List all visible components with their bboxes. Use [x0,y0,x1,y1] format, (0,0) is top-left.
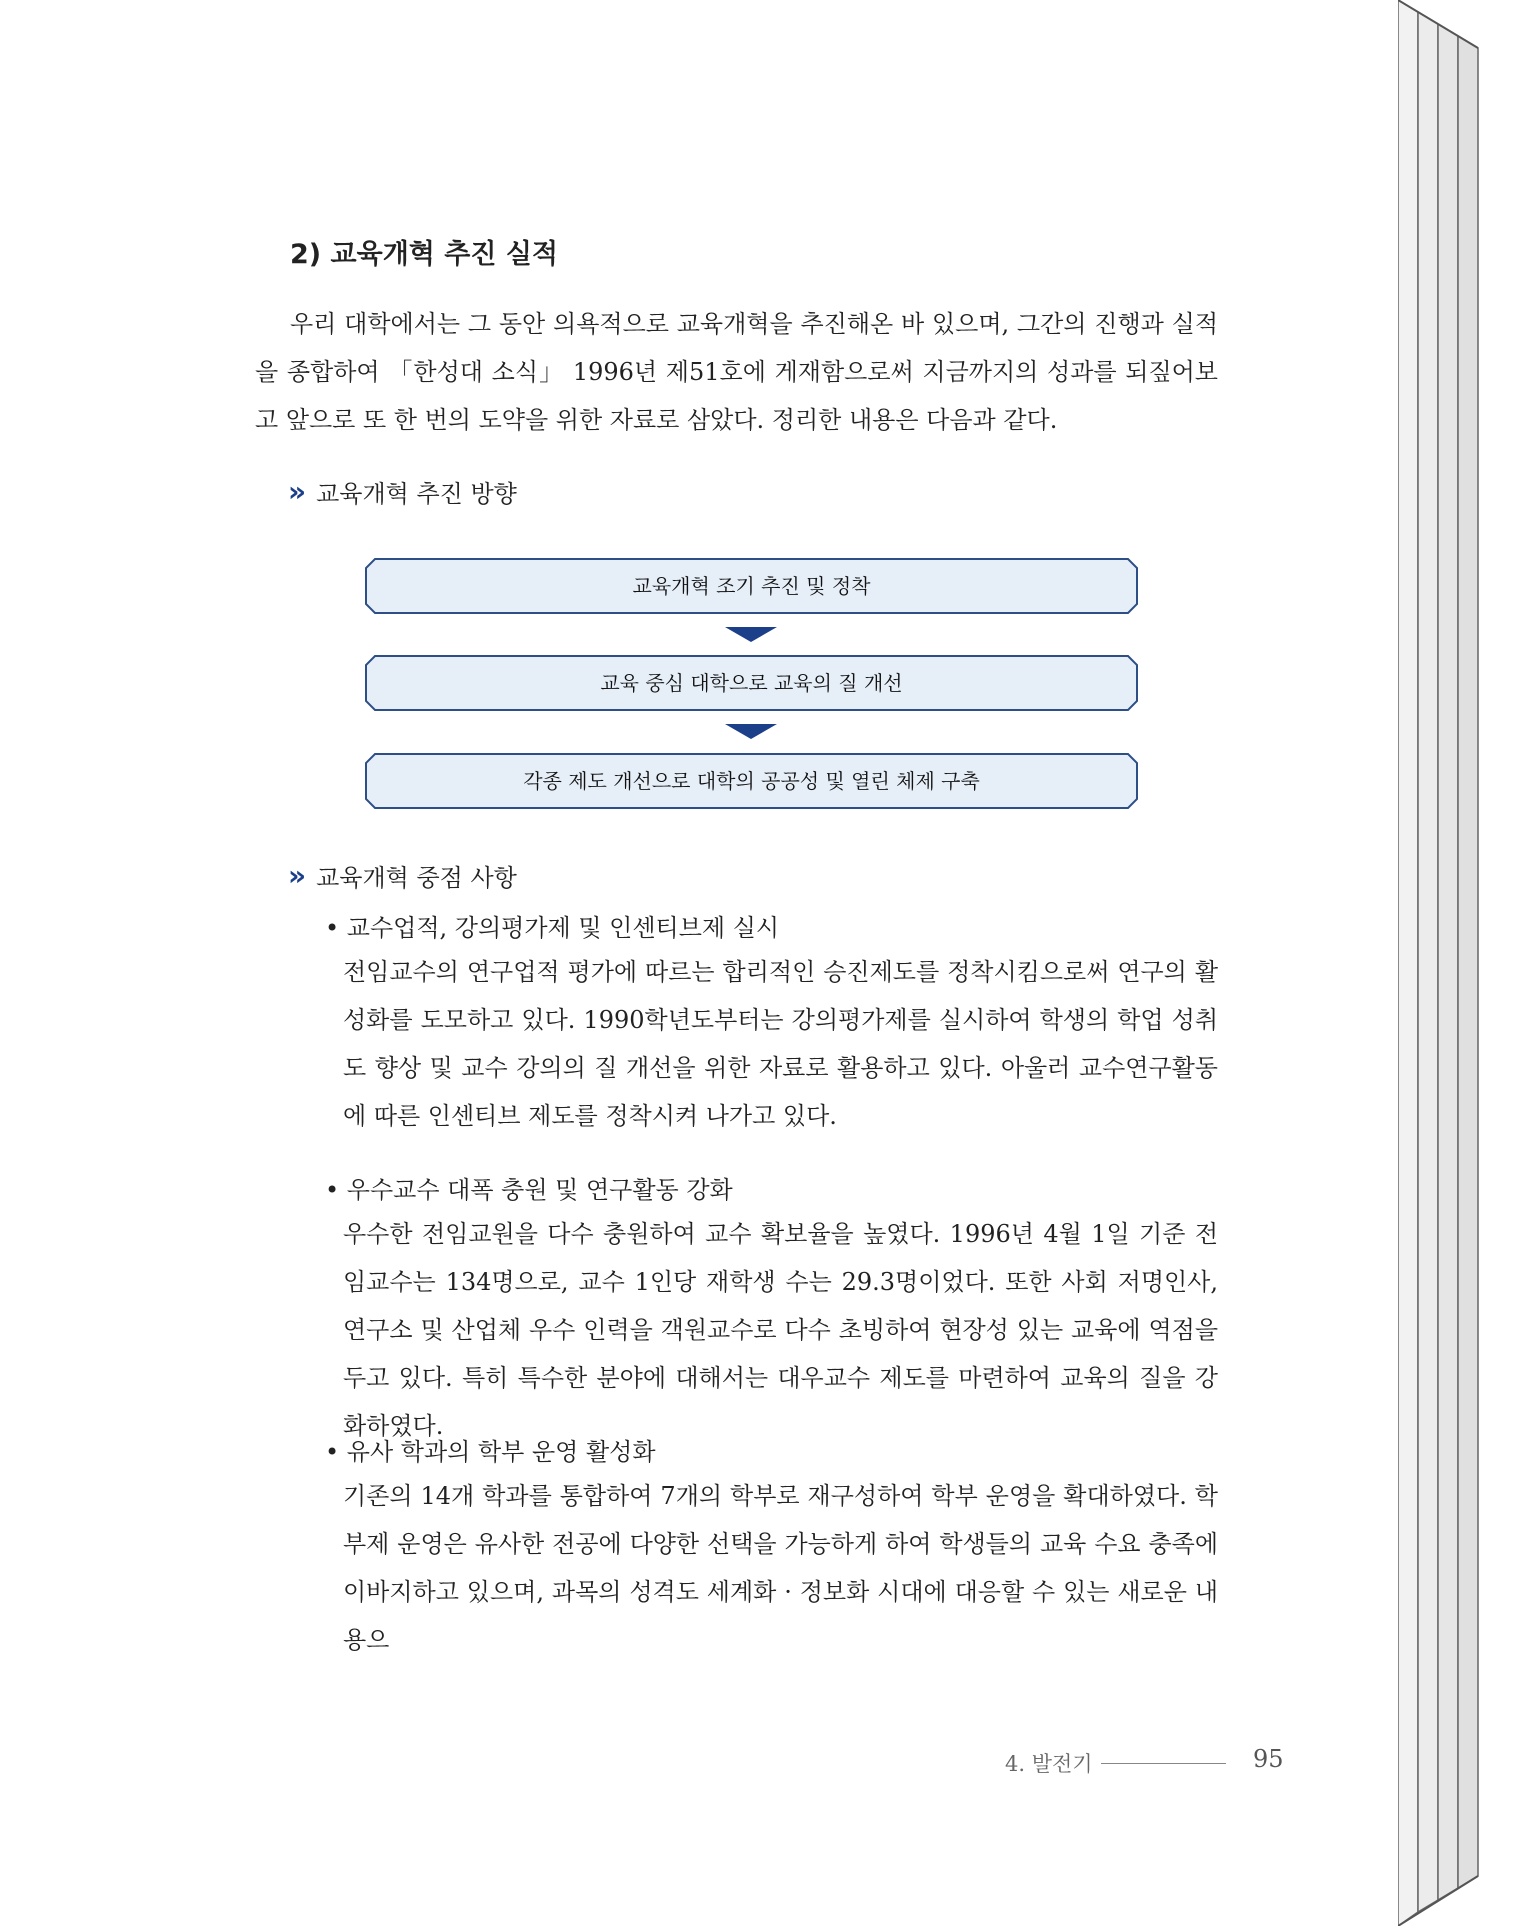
direction-flowchart [365,558,1138,810]
flow-step-1-label: 교육개혁 조기 추진 및 정착 [632,574,871,598]
direction-heading [288,474,517,509]
footer-chapter: 4. 발전기 [1005,1752,1093,1776]
flow-step-3 [365,753,1138,809]
flow-step-3-label: 각종 제도 개선으로 대학의 공공성 및 열린 체제 구축 [523,769,980,793]
focus-item-1-body: 전임교수의 연구업적 평가에 따르는 합리적인 승진제도를 정착시킴으로써 연구의 활성화를 도모하고 있다. 1990학년도부터는 강의평가제를 실시하여 학생의 학업 성취도 향상 및 교수 강의의 질 개선을 위한 자료로 활용하고 있다. 아울러 교수연구활동에 따른 인센티브 제도를 정착시켜 나가고 있다. [343,958,1218,1130]
focus-item-2-title: • 우수교수 대폭 충원 및 연구활동 강화 [325,1176,733,1204]
focus-heading-label: 교육개혁 중점 사항 [316,864,517,892]
focus-item-2-body: 우수한 전임교원을 다수 충원하여 교수 확보율을 높였다. 1996년 4월 1일 기준 전임교수는 134명으로, 교수 1인당 재학생 수는 29.3명이었다. 또한 사회 저명인사, 연구소 및 산업체 우수 인력을 객원교수로 다수 초빙하여 현장성 있는 교육에 역점을 두고 있다. 특히 특수한 분야에 대해서는 대우교수 제도를 마련하여 교육의 질을 강화하였다. [343,1220,1218,1440]
stacked-page-edges [1398,0,1537,1926]
flow-arrow-down-icon [725,627,777,643]
focus-heading [288,858,517,893]
direction-heading-label: 교육개혁 추진 방향 [316,480,517,508]
page-footer [1005,1748,1238,1778]
focus-item-3-body: 기존의 14개 학과를 통합하여 7개의 학부로 재구성하여 학부 운영을 확대하였다. 학부제 운영은 유사한 전공에 다양한 선택을 가능하게 하여 학생들의 교육 수요 충족에 이바지하고 있으며, 과목의 성격도 세계화 · 정보화 시대에 대응할 수 있는 새로운 내용으 [343,1482,1218,1654]
section-title: 2) 교육개혁 추진 실적 [290,239,558,270]
focus-item-3-title: • 유사 학과의 학부 운영 활성화 [325,1438,656,1466]
intro-paragraph: 우리 대학에서는 그 동안 의욕적으로 교육개혁을 추진해온 바 있으며, 그간의 진행과 실적을 종합하여 「한성대 소식」 1996년 제51호에 게재함으로써 지금까지의 성과를 되짚어보고 앞으로 또 한 번의 도약을 위한 자료로 삼았다. 정리한 내용은 다음과 같다. [255,310,1218,434]
double-chevron-icon: » [288,475,303,508]
flow-arrow-down-icon [725,724,777,740]
footer-rule [1101,1763,1226,1764]
flow-step-1 [365,558,1138,614]
flow-step-2-label: 교육 중심 대학으로 교육의 질 개선 [600,671,903,695]
double-chevron-icon: » [288,859,303,892]
focus-item-1-title: • 교수업적, 강의평가제 및 인센티브제 실시 [325,914,780,942]
flow-step-2 [365,655,1138,711]
page-number: 95 [1253,1745,1284,1773]
